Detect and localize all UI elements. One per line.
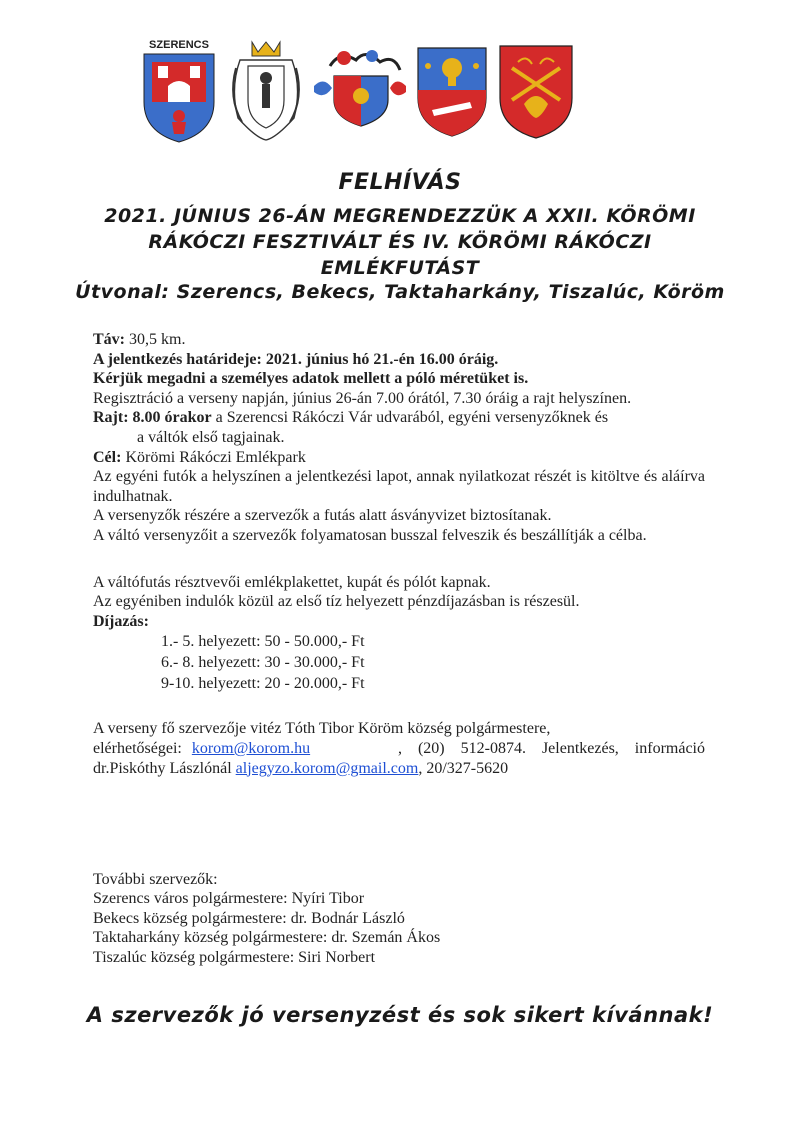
other-organizers bbox=[93, 870, 440, 967]
bekecs-crest bbox=[310, 46, 410, 130]
subtitle-line-3: EMLÉKFUTÁST bbox=[320, 257, 480, 279]
organizer-line-3 bbox=[93, 759, 705, 779]
start-line-2: a váltók első tagjainak. bbox=[137, 428, 285, 446]
deadline-text: A jelentkezés határideje: 2021. június hó 21.-én 16.00 óráig. bbox=[93, 350, 499, 368]
awards-label-text: Díjazás: bbox=[93, 612, 149, 630]
info-email-link[interactable]: aljegyzo.korom@gmail.com bbox=[235, 759, 419, 777]
start-label: Rajt: 8.00 órakor bbox=[93, 409, 212, 427]
water-line: A versenyzők részére a szervezők a futás alatt ásványvizet biztosítanak. bbox=[93, 507, 552, 525]
individual-prizes-line: Az egyéniben indulók közül az első tíz helyezett pénzdíjazásban is részesül. bbox=[93, 593, 580, 611]
distance-label: Táv: bbox=[93, 331, 125, 348]
bus-line: A váltó versenyzőit a szervezők folyamatosan busszal felveszik és beszállítják a célba. bbox=[93, 526, 647, 544]
organizer-item: Taktaharkány község polgármestere: dr. Szemán Ákos bbox=[93, 929, 441, 947]
finish-line bbox=[93, 448, 705, 468]
finish-text: Körömi Rákóczi Emlékpark bbox=[121, 448, 306, 466]
awards-label bbox=[93, 612, 705, 632]
start-text: a Szerencsi Rákóczi Vár udvarából, egyéni versenyzőknek és bbox=[211, 409, 609, 427]
organizer-item: Szerencs város polgármestere: Nyíri Tibor bbox=[93, 890, 365, 908]
route-line: Útvonal: Szerencs, Bekecs, Taktaharkány, Tiszalúc, Köröm bbox=[75, 281, 725, 303]
korom-crest bbox=[226, 38, 306, 142]
prize-row: 9-10. helyezett: 20 - 20.000,- Ft bbox=[161, 675, 365, 693]
individual-line: Az egyéni futók a helyszínen a jelentkezési lapot, annak nyilatkozat részét is kitöltve és aláírva indulhatnak. bbox=[93, 468, 705, 505]
organizer-line-1: A verseny fő szervezője vitéz Tóth Tibor Köröm község polgármestere, bbox=[93, 720, 551, 738]
phone-and-info: , (20) 512-0874. Jelentkezés, információ bbox=[397, 739, 705, 757]
tshirt-text: Kérjük megadni a személyes adatok mellett a póló méretüket is. bbox=[93, 370, 529, 388]
tshirt-line bbox=[93, 369, 705, 389]
organizer-item: Bekecs község polgármestere: dr. Bodnár László bbox=[93, 909, 405, 927]
start-line bbox=[93, 408, 705, 428]
szerencs-label: SZERENCS bbox=[149, 39, 209, 51]
info-contact-text: dr.Piskóthy Lászlónál bbox=[93, 759, 236, 777]
page-title: FELHÍVÁS bbox=[338, 170, 462, 195]
deadline-line bbox=[93, 350, 705, 370]
coats-of-arms-row bbox=[130, 36, 590, 146]
finish-label: Cél: bbox=[93, 448, 122, 466]
relay-prizes-line: A váltófutás résztvevői emlékplakettet, kupát és pólót kapnak. bbox=[93, 573, 491, 591]
distance-value: 30,5 km. bbox=[125, 331, 186, 348]
spacer bbox=[93, 694, 705, 713]
contact-label bbox=[93, 739, 310, 759]
organizer-item: Tiszalúc község polgármestere: Siri Norbert bbox=[93, 948, 376, 966]
closing-message: A szervezők jó versenyzést és sok sikert kívánnak! bbox=[86, 1003, 714, 1027]
tiszaluc-crest bbox=[496, 42, 576, 140]
contact-label-text: elérhetőségei: bbox=[93, 739, 186, 757]
organizer-email-link[interactable]: korom@korom.hu bbox=[191, 739, 311, 757]
announcement-body bbox=[93, 330, 705, 778]
szerencs-crest bbox=[138, 36, 220, 144]
distance-line bbox=[93, 330, 705, 350]
other-organizers-label: További szervezők: bbox=[93, 871, 218, 888]
registration-line: Regisztráció a verseny napján, június 26-án 7.00 órától, 7.30 óráig a rajt helyszínen. bbox=[93, 389, 632, 407]
organizer-line-2 bbox=[93, 739, 705, 759]
spacer bbox=[93, 546, 705, 565]
prize-row: 6.- 8. helyezett: 30 - 30.000,- Ft bbox=[161, 654, 365, 672]
subtitle-line-2: RÁKÓCZI FESZTIVÁLT ÉS IV. KÖRÖMI RÁKÓCZI bbox=[148, 231, 652, 253]
taktaharkany-crest bbox=[414, 44, 490, 138]
subtitle bbox=[90, 203, 710, 281]
subtitle-line-1: 2021. JÚNIUS 26-ÁN MEGRENDEZZÜK A XXII. KÖRÖMI bbox=[104, 205, 696, 227]
prize-row: 1.- 5. helyezett: 50 - 50.000,- Ft bbox=[161, 633, 365, 651]
info-phone: , 20/327-5620 bbox=[418, 759, 509, 777]
